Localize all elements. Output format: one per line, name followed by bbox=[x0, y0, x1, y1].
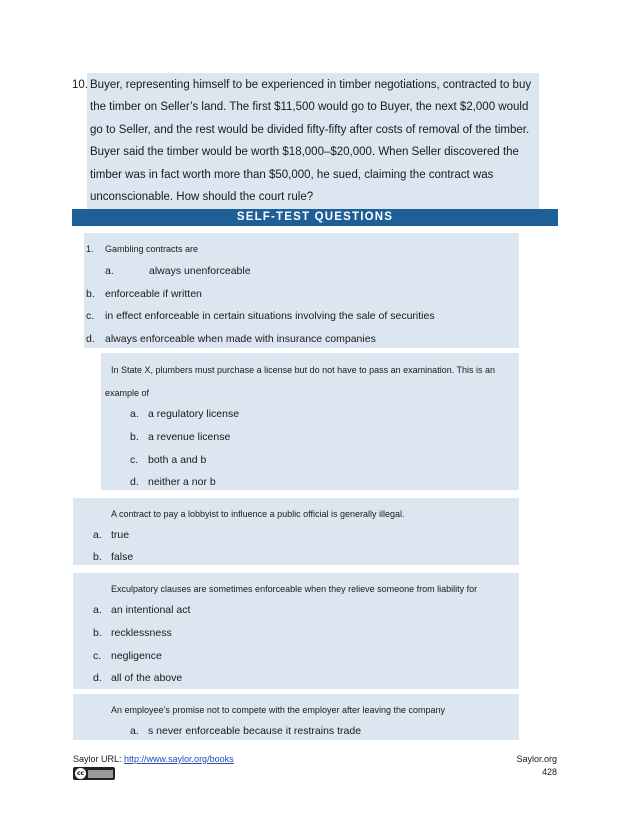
question-1-number: 1. bbox=[86, 244, 94, 254]
option-text: both a and b bbox=[148, 454, 207, 466]
question-1-stem: Gambling contracts are bbox=[105, 244, 199, 254]
option-text: in effect enforceable in certain situations involving the sale of securities bbox=[105, 310, 435, 322]
option-label: b. bbox=[130, 431, 139, 443]
question-10-highlight bbox=[87, 73, 539, 209]
option-text: negligence bbox=[111, 650, 162, 662]
option-text: an intentional act bbox=[111, 604, 191, 616]
creative-commons-license-icon[interactable] bbox=[73, 767, 115, 780]
footer-url-prefix: Saylor URL: bbox=[73, 754, 125, 764]
question-5-stem: An employee’s promise not to compete with the employer after leaving the company bbox=[111, 705, 446, 715]
footer-site: Saylor.org bbox=[516, 754, 557, 764]
question-2-stem: In State X, plumbers must purchase a license but do not have to pass an examination. This is an bbox=[111, 365, 496, 375]
license-bar bbox=[88, 770, 113, 778]
option-text: neither a nor b bbox=[148, 476, 216, 488]
question-10-line: timber was in fact worth more than $50,000, he sued, claiming the contract was bbox=[90, 169, 494, 181]
footer-url-link[interactable]: http://www.saylor.org/books bbox=[124, 754, 234, 764]
option-text: all of the above bbox=[111, 672, 183, 684]
option-label: d. bbox=[86, 333, 95, 345]
option-text: false bbox=[111, 551, 134, 563]
option-label: c. bbox=[93, 650, 102, 662]
option-label: a. bbox=[93, 529, 102, 541]
option-text: a regulatory license bbox=[148, 408, 240, 420]
question-10-line: unconscionable. How should the court rule? bbox=[90, 191, 314, 203]
option-label: a. bbox=[130, 408, 139, 420]
option-label: d. bbox=[93, 672, 102, 684]
page-number: 428 bbox=[541, 767, 557, 777]
option-label: c. bbox=[130, 454, 139, 466]
option-text: always enforceable when made with insurance companies bbox=[105, 333, 376, 345]
option-text: true bbox=[111, 529, 130, 541]
option-label: b. bbox=[93, 627, 102, 639]
question-10-number: 10. bbox=[72, 79, 88, 91]
question-10-line: Buyer, representing himself to be experienced in timber negotiations, contracted to buy bbox=[90, 79, 532, 91]
option-text: recklessness bbox=[111, 627, 172, 639]
option-label: d. bbox=[130, 476, 139, 488]
option-label: a. bbox=[105, 265, 114, 277]
question-3-stem: A contract to pay a lobbyist to influence a public official is generally illegal. bbox=[111, 509, 405, 519]
option-text: a revenue license bbox=[148, 431, 231, 443]
option-label: c. bbox=[86, 310, 95, 322]
question-2-stem: example of bbox=[105, 388, 150, 398]
question-10-line: Buyer said the timber would be worth $18,000–$20,000. When Seller discovered the bbox=[90, 146, 519, 158]
option-text: s never enforceable because it restrains trade bbox=[148, 725, 362, 737]
self-test-banner: SELF-TEST QUESTIONS bbox=[72, 209, 558, 226]
option-label: a. bbox=[93, 604, 102, 616]
question-10-line: go to Seller, and the rest would be divided fifty-fifty after costs of removal of the timber. bbox=[90, 124, 530, 136]
option-label: b. bbox=[93, 551, 102, 563]
question-10-line: the timber on Seller’s land. The first $11,500 would go to Buyer, the next $2,000 would bbox=[90, 101, 529, 113]
option-text: enforceable if written bbox=[105, 288, 202, 300]
question-4-stem: Exculpatory clauses are sometimes enforceable when they relieve someone from liability for bbox=[111, 584, 478, 594]
cc-icon: cc bbox=[76, 770, 85, 777]
option-text: always unenforceable bbox=[149, 265, 251, 277]
option-label: a. bbox=[130, 725, 139, 737]
option-label: b. bbox=[86, 288, 95, 300]
footer-url-label bbox=[73, 754, 234, 764]
